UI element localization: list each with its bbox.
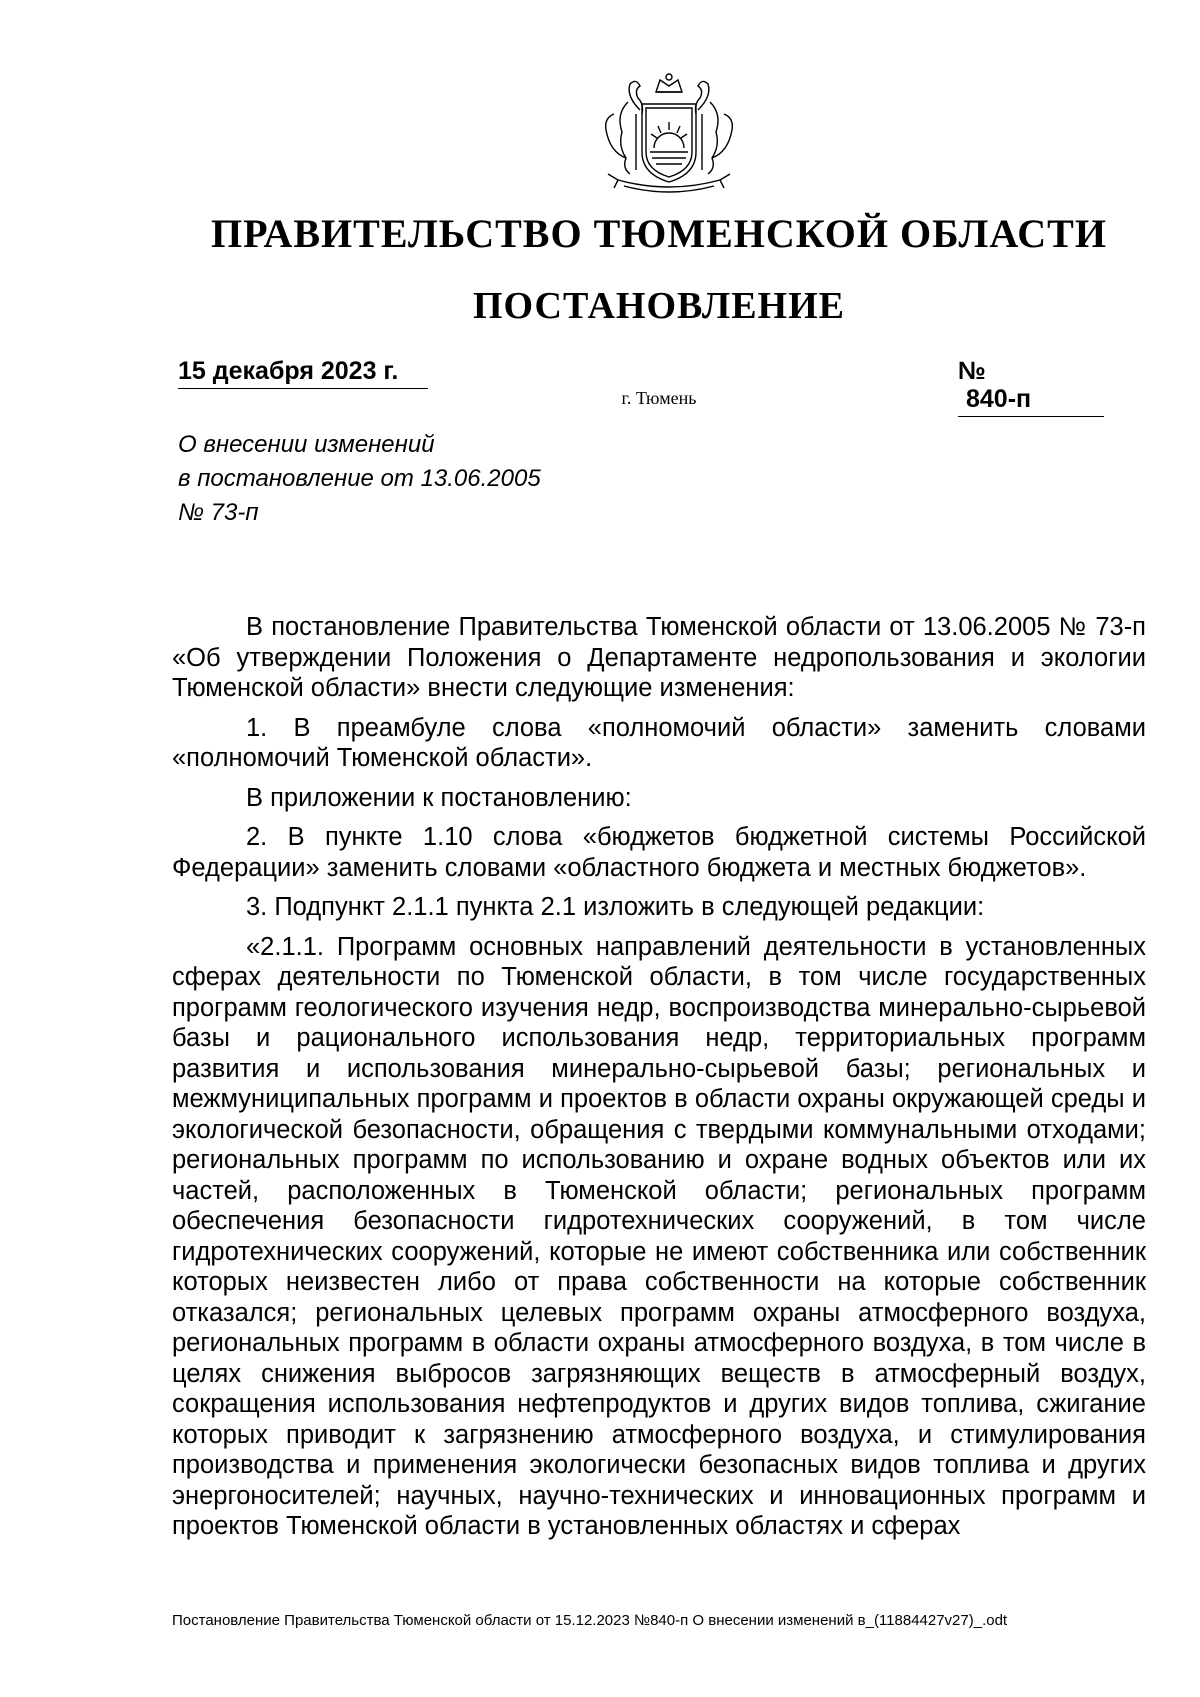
coat-of-arms-icon [588,70,750,200]
body-paragraph: В приложении к постановлению: [246,783,632,812]
subject-line: в постановление от 13.06.2005 [178,465,541,492]
subject-line: № 73-п [178,499,259,526]
document-city: г. Тюмень [621,388,697,408]
body-paragraph: 1. В преамбуле слова «полномочий области» заменить словами «полномочий Тюменской области». [172,713,1146,772]
body-paragraph: В постановление Правительства Тюменской области от 13.06.2005 № 73-п «Об утверждении Положения о Департаменте недропользования и экологии Тюменской области» внести следующие изменения: [172,613,1146,702]
body-paragraph: «2.1.1. Программ основных направлений деятельности в установленных сферах деятельности по Тюменской области, в том числе государственных программ геологического изучения недр, воспроизводства минерально-сырьевой базы и рационального использования недр, территориальных программ развития и использования минерально-сырьевой базы; региональных и межмуниципальных программ и проектов в области охраны окружающей среды и экологической безопасности, обращения с твердыми коммунальными отходами; региональных программ по использованию и охране водных объектов или их частей, расположенных в Тюменской области; региональных программ обеспечения безопасности гидротехнических сооружений, в том числе гидротехнических сооружений, которые не имеют собственника или собственник которых неизвестен либо от права собственности на которые собственник отказался; региональных целевых программ охраны атмосферного воздуха, региональных программ в области охраны атмосферного воздуха, в том числе в целях снижения выбросов загрязняющих веществ в атмосферный воздух, сокращения использования нефтепродуктов и других видов топлива, сжигание которых приводит к загрязнению атмосферного воздуха, и стимулирования производства и применения экологически безопасных видов топлива и других энергоносителей; научных, научно-технических и инновационных программ и проектов Тюменской области в установленных областях и сферах [172,932,1146,1540]
document-body [172,612,1146,1542]
document-subject [178,428,698,530]
body-paragraph: 2. В пункте 1.10 слова «бюджетов бюджетной системы Российской Федерации» заменить словами «областного бюджета и местных бюджетов». [172,823,1146,882]
number-sign: № [958,357,986,385]
document-number: 840-п [958,385,1104,417]
document-date: 15 декабря 2023 г. [178,357,428,389]
subject-line: О внесении изменений [178,431,435,458]
organization-title: ПРАВИТЕЛЬСТВО ТЮМЕНСКОЙ ОБЛАСТИ [211,211,1107,256]
document-type-heading: ПОСТАНОВЛЕНИЕ [472,285,846,327]
page-footer: Постановление Правительства Тюменской области от 15.12.2023 №840-п О внесении изменений в_(11884427v27)_.odt [172,1612,1008,1629]
body-paragraph: 3. Подпункт 2.1.1 пункта 2.1 изложить в следующей редакции: [246,893,985,921]
